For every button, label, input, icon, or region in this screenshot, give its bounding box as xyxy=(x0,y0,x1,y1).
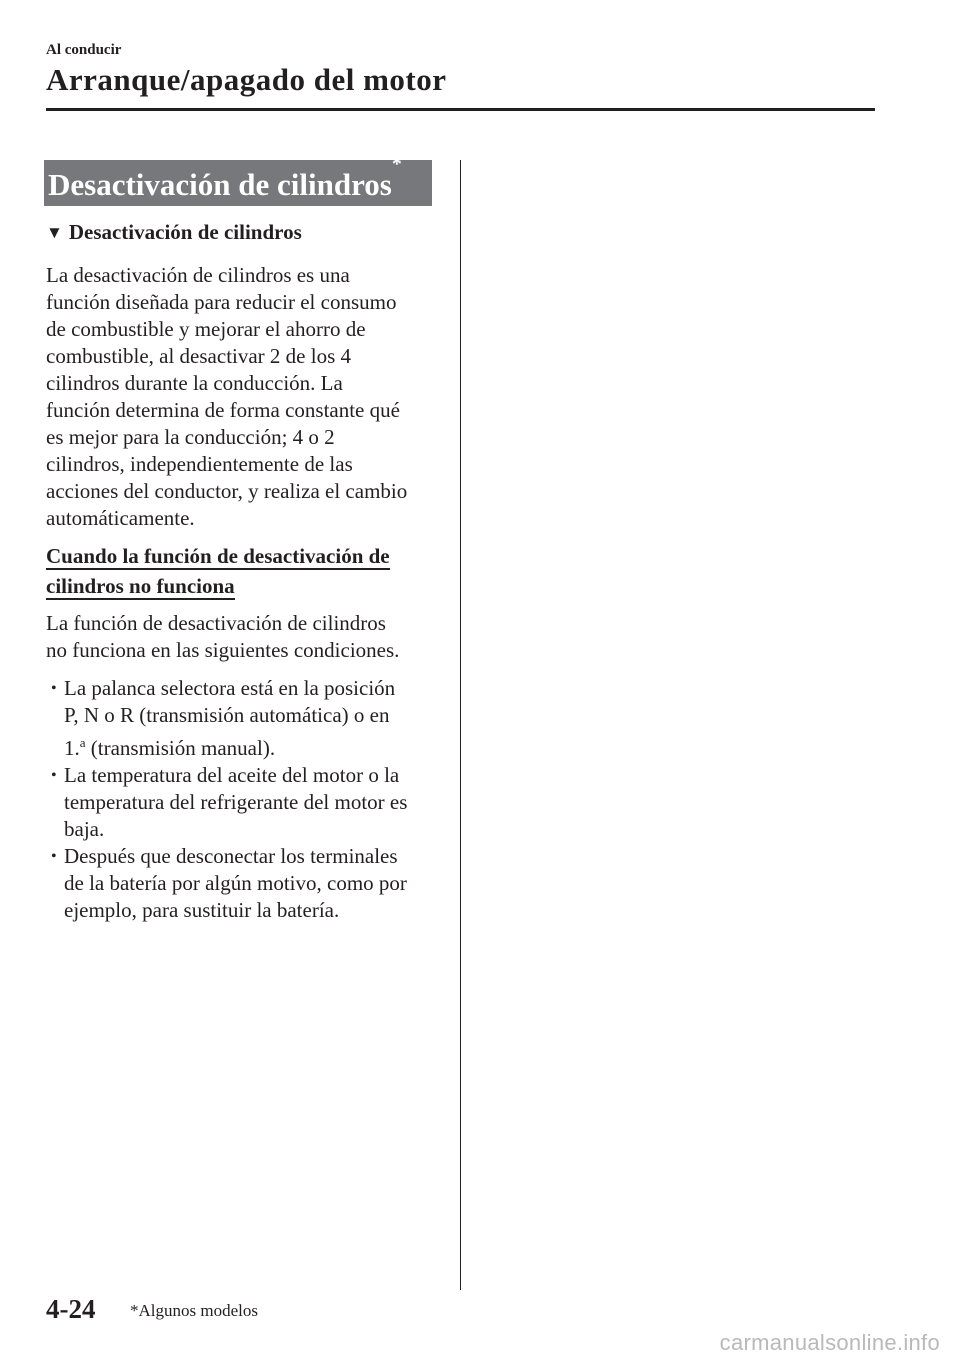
section-title: Desactivación de cilindros xyxy=(48,167,392,202)
list-item-line: La palanca selectora está en la posición xyxy=(64,676,396,700)
bullet-icon: • xyxy=(51,767,57,784)
watermark: carmanualsonline.info xyxy=(719,1330,940,1355)
section-banner xyxy=(44,153,432,206)
intro-line: La desactivación de cilindros es una xyxy=(46,263,350,287)
condition-intro-line: no funciona en las siguientes condiciones. xyxy=(46,638,400,662)
list-item xyxy=(46,843,446,924)
list-item-line: Después que desconectar los terminales xyxy=(64,844,398,868)
bullet-icon: • xyxy=(51,848,57,865)
footnote: *Algunos modelos xyxy=(130,1301,258,1320)
condition-list xyxy=(46,675,446,924)
list-item-line: La temperatura del aceite del motor o la xyxy=(64,763,400,787)
condition-heading xyxy=(46,543,390,603)
list-item-line: P, N o R (transmisión automática) o en xyxy=(64,703,390,727)
chapter-label: Al conducir xyxy=(46,42,122,58)
subheading xyxy=(46,220,302,245)
bullet-icon: • xyxy=(51,680,57,697)
condition-intro xyxy=(46,610,446,664)
subheading-text: Desactivación de cilindros xyxy=(68,220,302,244)
header-rule xyxy=(46,108,875,111)
list-item-line: temperatura del refrigerante del motor es xyxy=(64,790,408,814)
optional-feature-asterisk: * xyxy=(391,153,402,175)
list-item xyxy=(46,762,446,843)
intro-paragraph xyxy=(46,262,446,532)
intro-line: cilindros, independientemente de las xyxy=(46,452,353,476)
intro-line: combustible, al desactivar 2 de los 4 xyxy=(46,344,352,368)
page-title: Arranque/apagado del motor xyxy=(46,62,447,97)
list-item-line: de la batería por algún motivo, como por xyxy=(64,871,407,895)
intro-line: función diseñada para reducir el consumo xyxy=(46,290,397,314)
list-item-line: ejemplo, para sustituir la batería. xyxy=(64,898,340,922)
condition-heading-line: cilindros no funciona xyxy=(46,574,235,598)
list-item-line xyxy=(64,729,446,762)
list-item xyxy=(46,675,446,762)
page-number: 4-24 xyxy=(46,1294,96,1324)
intro-line: función determina de forma constante qué xyxy=(46,398,400,422)
list-item-line: baja. xyxy=(64,817,105,841)
ordinal-superscript: a xyxy=(79,735,86,750)
column-divider xyxy=(460,160,461,1290)
intro-line: cilindros durante la conducción. La xyxy=(46,371,343,395)
intro-line: de combustible y mejorar el ahorro de xyxy=(46,317,366,341)
condition-intro-line: La función de desactivación de cilindros xyxy=(46,611,386,635)
intro-line: automáticamente. xyxy=(46,506,195,530)
list-item-text: (transmisión manual). xyxy=(85,736,276,760)
intro-line: acciones del conductor, y realiza el cambio xyxy=(46,479,408,503)
triangle-marker-icon: ▼ xyxy=(46,223,63,242)
intro-line: es mejor para la conducción; 4 o 2 xyxy=(46,425,335,449)
ordinal-number: 1. xyxy=(64,736,80,760)
condition-heading-line: Cuando la función de desactivación de xyxy=(46,544,390,568)
